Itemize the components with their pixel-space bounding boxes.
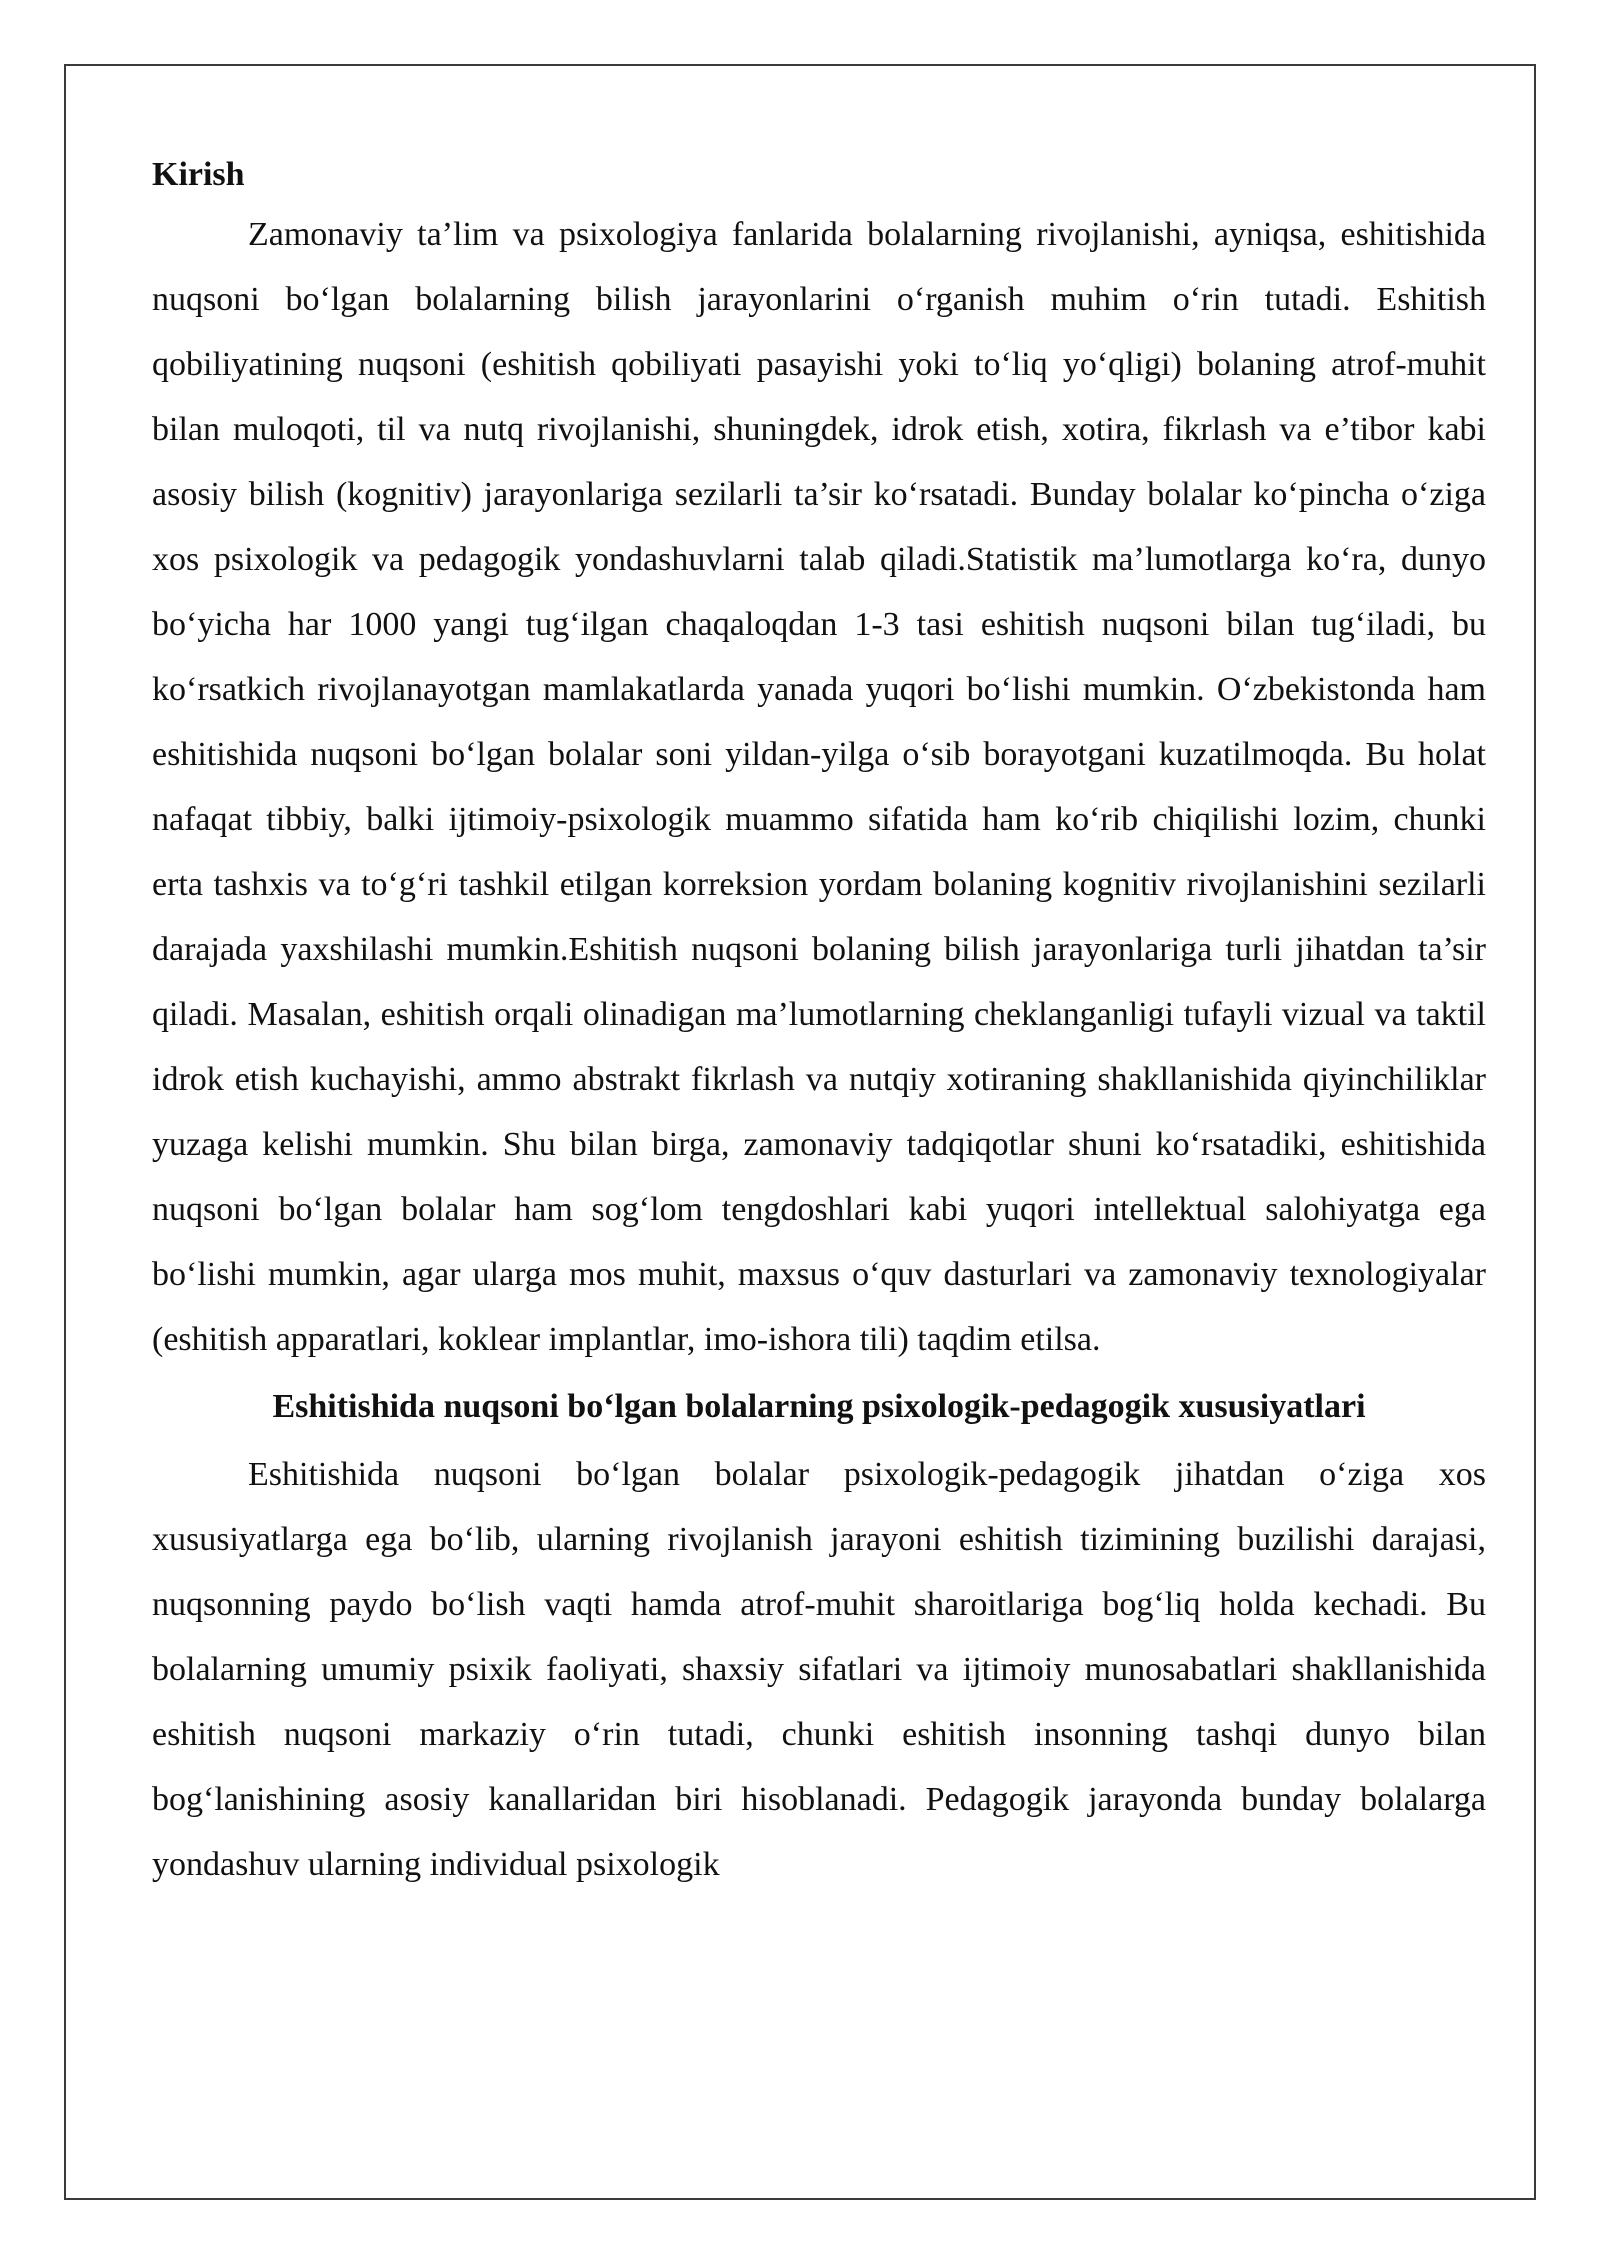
document-body — [152, 148, 1486, 1897]
intro-paragraph: Zamonaviy ta’lim va psixologiya fanlarida bolalarning rivojlanishi, ayniqsa, eshitishida nuqsoni bo‘lgan bolalarning bilish jarayonlarini o‘rganish muhim o‘rin tutadi. Eshitish qobiliyatining nuqsoni (eshitish qobiliyati pasayishi yoki to‘liq yo‘qligi) bolaning atrof-muhit bilan muloqoti, til va nutq rivojlanishi, shuningdek, idrok etish, xotira, fikrlash va e’tibor kabi asosiy bilish (kognitiv) jarayonlariga sezilarli ta’sir ko‘rsatadi. Bunday bolalar ko‘pincha o‘ziga xos psixologik va pedagogik yondashuvlarni talab qiladi.Statistik ma’lumotlarga ko‘ra, dunyo bo‘yicha har 1000 yangi tug‘ilgan chaqaloqdan 1-3 tasi eshitish nuqsoni bilan tug‘iladi, bu ko‘rsatkich rivojlanayotgan mamlakatlarda yanada yuqori bo‘lishi mumkin. O‘zbekistonda ham eshitishida nuqsoni bo‘lgan bolalar soni yildan-yilga o‘sib borayotgani kuzatilmoqda. Bu holat nafaqat tibbiy, balki ijtimoiy-psixologik muammo sifatida ham ko‘rib chiqilishi lozim, chunki erta tashxis va to‘g‘ri tashkil etilgan korreksion yordam bolaning kognitiv rivojlanishini sezilarli darajada yaxshilashi mumkin.Eshitish nuqsoni bolaning bilish jarayonlariga turli jihatdan ta’sir qiladi. Masalan, eshitish orqali olinadigan ma’lumotlarning cheklanganligi tufayli vizual va taktil idrok etish kuchayishi, ammo abstrakt fikrlash va nutqiy xotiraning shakllanishida qiyinchiliklar yuzaga kelishi mumkin. Shu bilan birga, zamonaviy tadqiqotlar shuni ko‘rsatadiki, eshitishida nuqsoni bo‘lgan bolalar ham sog‘lom tengdoshlari kabi yuqori intellektual salohiyatga ega bo‘lishi mumkin, agar ularga mos muhit, maxsus o‘quv dasturlari va zamonaviy texnologiyalar (eshitish apparatlari, koklear implantlar, imo-ishora tili) taqdim etilsa. — [152, 216, 1486, 1358]
intro-heading: Kirish — [152, 156, 245, 193]
section-paragraph: Eshitishida nuqsoni bo‘lgan bolalar psixologik-pedagogik jihatdan o‘ziga xos xususiyatlarga ega bo‘lib, ularning rivojlanish jarayoni eshitish tizimining buzilishi darajasi, nuqsonning paydo bo‘lish vaqti hamda atrof-muhit sharoitlariga bog‘liq holda kechadi. Bu bolalarning umumiy psixik faoliyati, shaxsiy sifatlari va ijtimoiy munosabatlari shakllanishida eshitish nuqsoni markaziy o‘rin tutadi, chunki eshitish insonning tashqi dunyo bilan bog‘lanishining asosiy kanallaridan biri hisoblanadi. Pedagogik jarayonda bunday bolalarga yondashuv ularning individual psixologik — [152, 1456, 1486, 1883]
section-heading: Eshitishida nuqsoni bo‘lgan bolalarning psixologik-pedagogik xususiyatlari — [272, 1388, 1366, 1425]
